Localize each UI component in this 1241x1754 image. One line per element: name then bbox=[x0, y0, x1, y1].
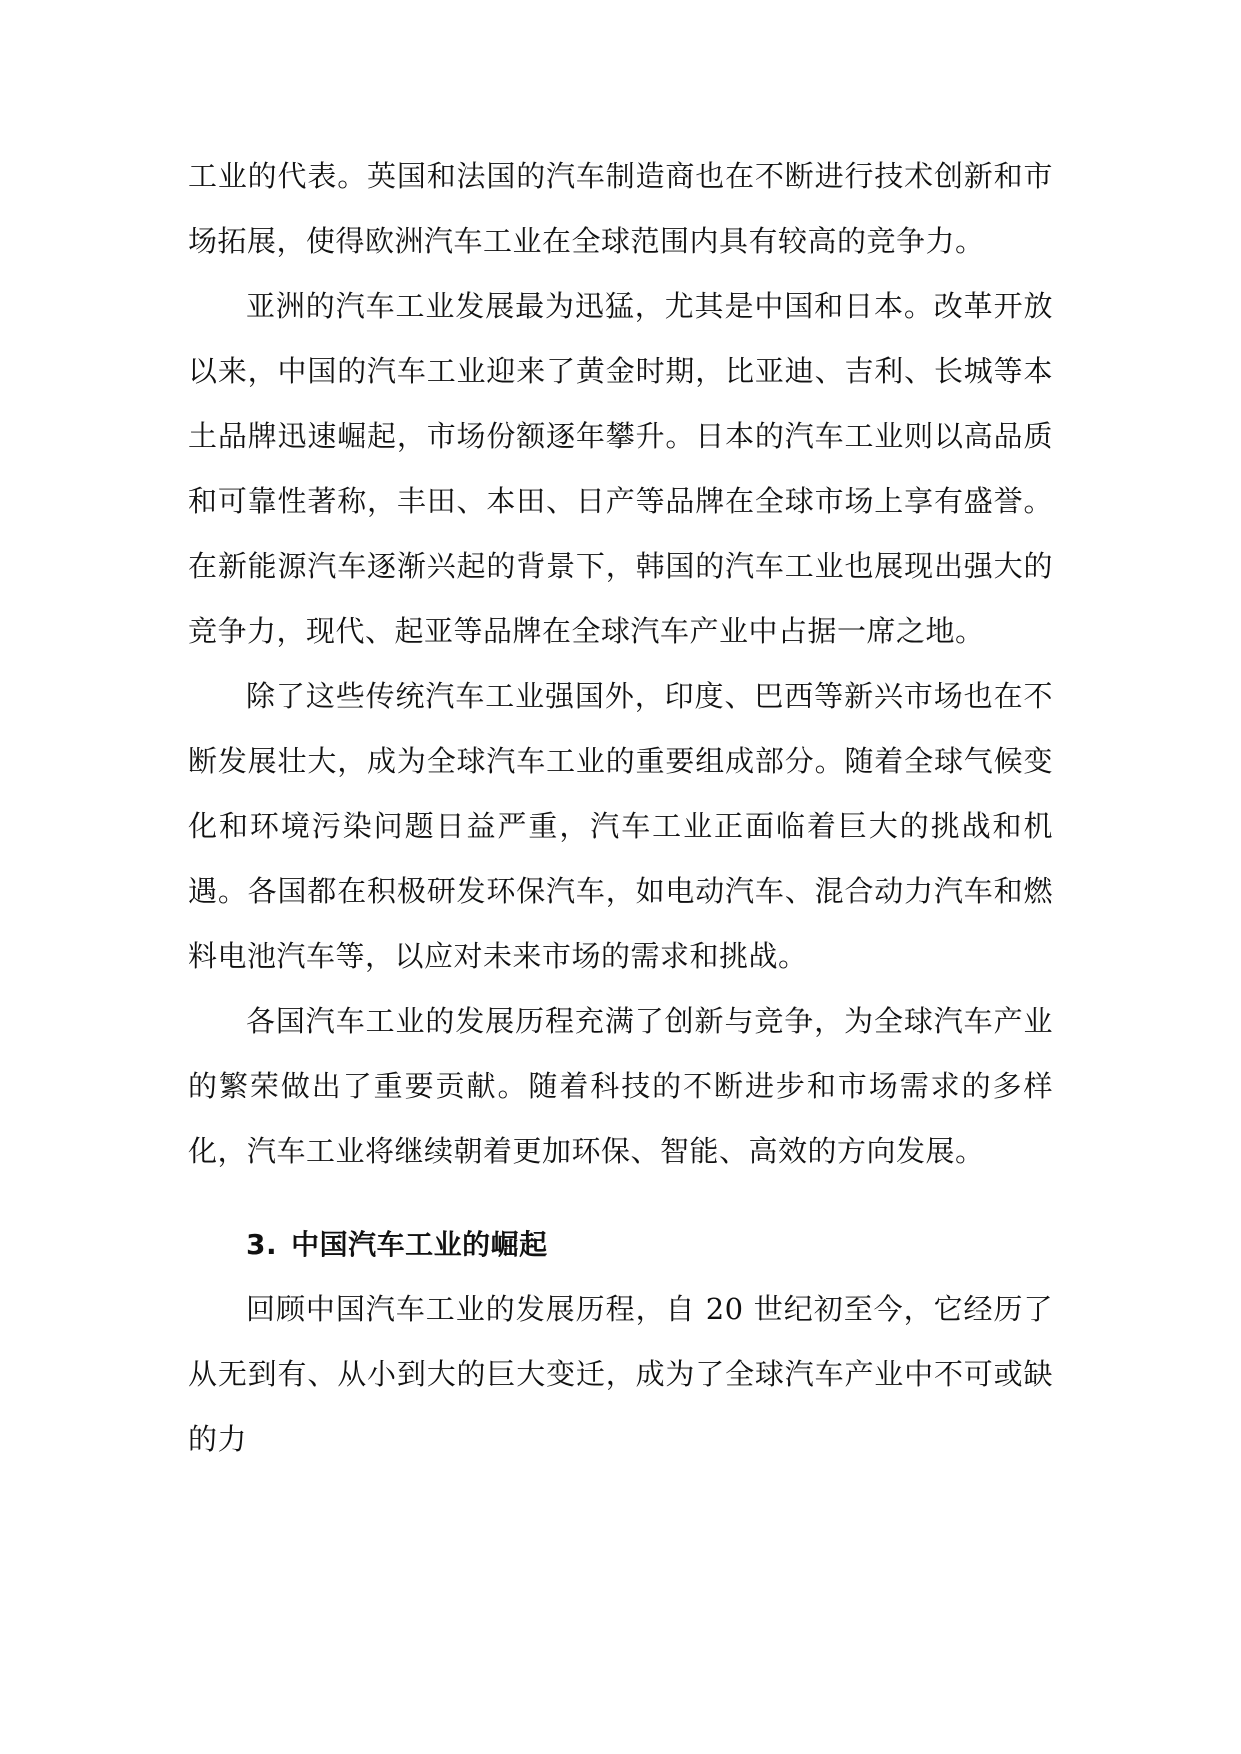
section-title: 中国汽车工业的崛起 bbox=[291, 1228, 548, 1261]
paragraph-europe-continued: 工业的代表。英国和法国的汽车制造商也在不断进行技术创新和市场拓展，使得欧洲汽车工业在全球范围内具有较高的竞争力。 bbox=[188, 159, 1053, 258]
paragraph-summary: 各国汽车工业的发展历程充满了创新与竞争，为全球汽车产业的繁荣做出了重要贡献。随着科技的不断进步和市场需求的多样化，汽车工业将继续朝着更加环保、智能、高效的方向发展。 bbox=[188, 1004, 1053, 1168]
document-body bbox=[188, 144, 1053, 1472]
section-heading bbox=[188, 1212, 1053, 1277]
paragraph-china-history: 回顾中国汽车工业的发展历程，自 20 世纪初至今，它经历了从无到有、从小到大的巨大变迁，成为了全球汽车产业中不可或缺的力 bbox=[188, 1292, 1053, 1456]
section-number: 3. bbox=[246, 1228, 278, 1261]
paragraph-emerging-markets: 除了这些传统汽车工业强国外，印度、巴西等新兴市场也在不断发展壮大，成为全球汽车工业的重要组成部分。随着全球气候变化和环境污染问题日益严重，汽车工业正面临着巨大的挑战和机遇。各国都在积极研发环保汽车，如电动汽车、混合动力汽车和燃料电池汽车等，以应对未来市场的需求和挑战。 bbox=[188, 679, 1053, 973]
paragraph-asia: 亚洲的汽车工业发展最为迅猛，尤其是中国和日本。改革开放以来，中国的汽车工业迎来了黄金时期，比亚迪、吉利、长城等本土品牌迅速崛起，市场份额逐年攀升。日本的汽车工业则以高品质和可靠性著称，丰田、本田、日产等品牌在全球市场上享有盛誉。在新能源汽车逐渐兴起的背景下，韩国的汽车工业也展现出强大的竞争力，现代、起亚等品牌在全球汽车产业中占据一席之地。 bbox=[188, 289, 1053, 648]
